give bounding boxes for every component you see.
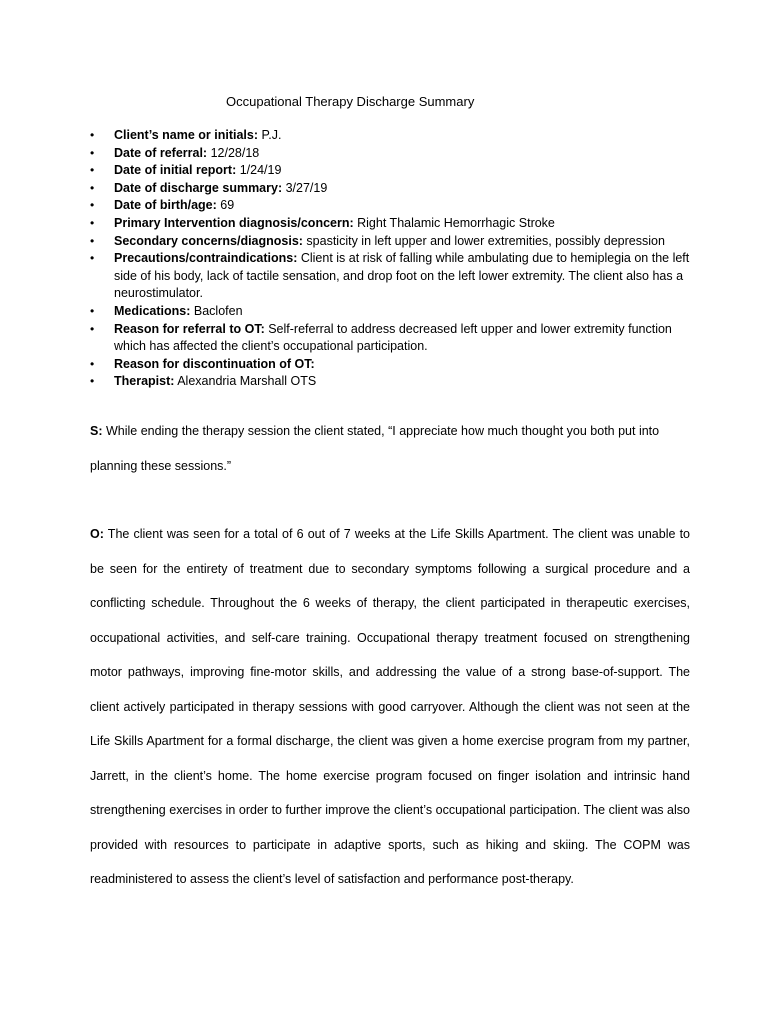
field-value: P.J. xyxy=(258,128,282,142)
list-item xyxy=(90,197,690,215)
list-item xyxy=(90,180,690,198)
field-label: Precautions/contraindications: xyxy=(114,251,298,266)
field-label: Date of referral: xyxy=(114,145,208,160)
subjective-text: While ending the therapy session the client stated, “I appreciate how much thought you both put into planning these sessions.” xyxy=(90,424,660,473)
field-value: 12/28/18 xyxy=(207,145,260,160)
subjective-label: S: xyxy=(90,424,103,438)
field-value: Alexandria Marshall OTS xyxy=(174,374,317,389)
field-value: Right Thalamic Hemorrhagic Stroke xyxy=(353,215,555,230)
field-label: Reason for discontinuation of OT: xyxy=(114,356,315,371)
bullet-icon: • xyxy=(90,374,95,389)
field-label: Client’s name or initials: xyxy=(114,128,259,142)
objective-text: The client was seen for a total of 6 out of 7 weeks at the Life Skills Apartment. The client was unable to be seen for the entirety of treatment due to secondary symptoms following a surgical procedure and a conflicting schedule. Throughout the 6 weeks of therapy, the client participated in therapeutic exercises, occupational activities, and self-care training. Occupational therapy treatment focused on strengthening motor pathways, improving fine-motor skills, and addressing the value of a strong base-of-support. The client actively participated in therapy sessions with good carryover. Although the client was not seen at the Life Skills Apartment for a formal discharge, the client was given a home exercise program from my partner, Jarrett, in the client’s home. The home exercise program focused on finger isolation and intrinsic hand strengthening exercises in order to further improve the client’s occupational participation. The client was also provided with resources to participate in adaptive sports, such as hiking and skiing. The COPM was readministered to assess the client’s level of satisfaction and performance post-therapy. xyxy=(90,527,690,886)
bullet-icon: • xyxy=(90,233,95,248)
list-item xyxy=(90,373,690,391)
field-value: Client is at risk of falling while ambulating due to hemiplegia on the left side of his body, lack of tactile sensation, and drop foot on the left lower extremity. The client also has a neurostimulator. xyxy=(114,251,690,301)
bullet-icon: • xyxy=(90,198,95,213)
list-item xyxy=(90,250,690,303)
field-value: 1/24/19 xyxy=(236,163,282,178)
list-item xyxy=(90,356,690,374)
bullet-icon: • xyxy=(90,145,95,160)
objective-label: O: xyxy=(90,527,104,541)
bullet-icon: • xyxy=(90,128,95,142)
field-label: Date of birth/age: xyxy=(114,198,217,213)
field-value: Self-referral to address decreased left upper and lower extremity function which has affected the client’s occupational participation. xyxy=(114,321,672,354)
list-item xyxy=(90,162,690,180)
field-label: Medications: xyxy=(114,303,191,318)
bullet-icon: • xyxy=(90,163,95,178)
bullet-icon: • xyxy=(90,356,95,371)
field-label: Secondary concerns/diagnosis: xyxy=(114,233,303,248)
field-label: Date of initial report: xyxy=(114,163,237,178)
bullet-icon: • xyxy=(90,215,95,230)
bullet-icon: • xyxy=(90,303,95,318)
bullet-icon: • xyxy=(90,321,95,336)
list-item xyxy=(90,321,690,356)
field-value: spasticity in left upper and lower extremities, possibly depression xyxy=(302,233,665,248)
client-info-list xyxy=(90,127,690,391)
list-item xyxy=(90,303,690,321)
field-label: Date of discharge summary: xyxy=(114,180,283,195)
bullet-icon: • xyxy=(90,180,95,195)
subjective-paragraph xyxy=(90,414,690,483)
bullet-icon: • xyxy=(90,251,95,266)
list-item xyxy=(90,233,690,251)
field-label: Primary Intervention diagnosis/concern: xyxy=(114,215,354,230)
field-label: Reason for referral to OT: xyxy=(114,321,265,336)
field-label: Therapist: xyxy=(114,374,175,389)
list-item xyxy=(90,215,690,233)
field-value: 3/27/19 xyxy=(282,180,328,195)
field-value: Baclofen xyxy=(190,303,243,318)
list-item xyxy=(90,145,690,163)
list-item xyxy=(90,127,690,145)
objective-paragraph xyxy=(90,517,690,897)
field-value: 69 xyxy=(216,198,235,213)
document-title: Occupational Therapy Discharge Summary xyxy=(226,94,475,109)
